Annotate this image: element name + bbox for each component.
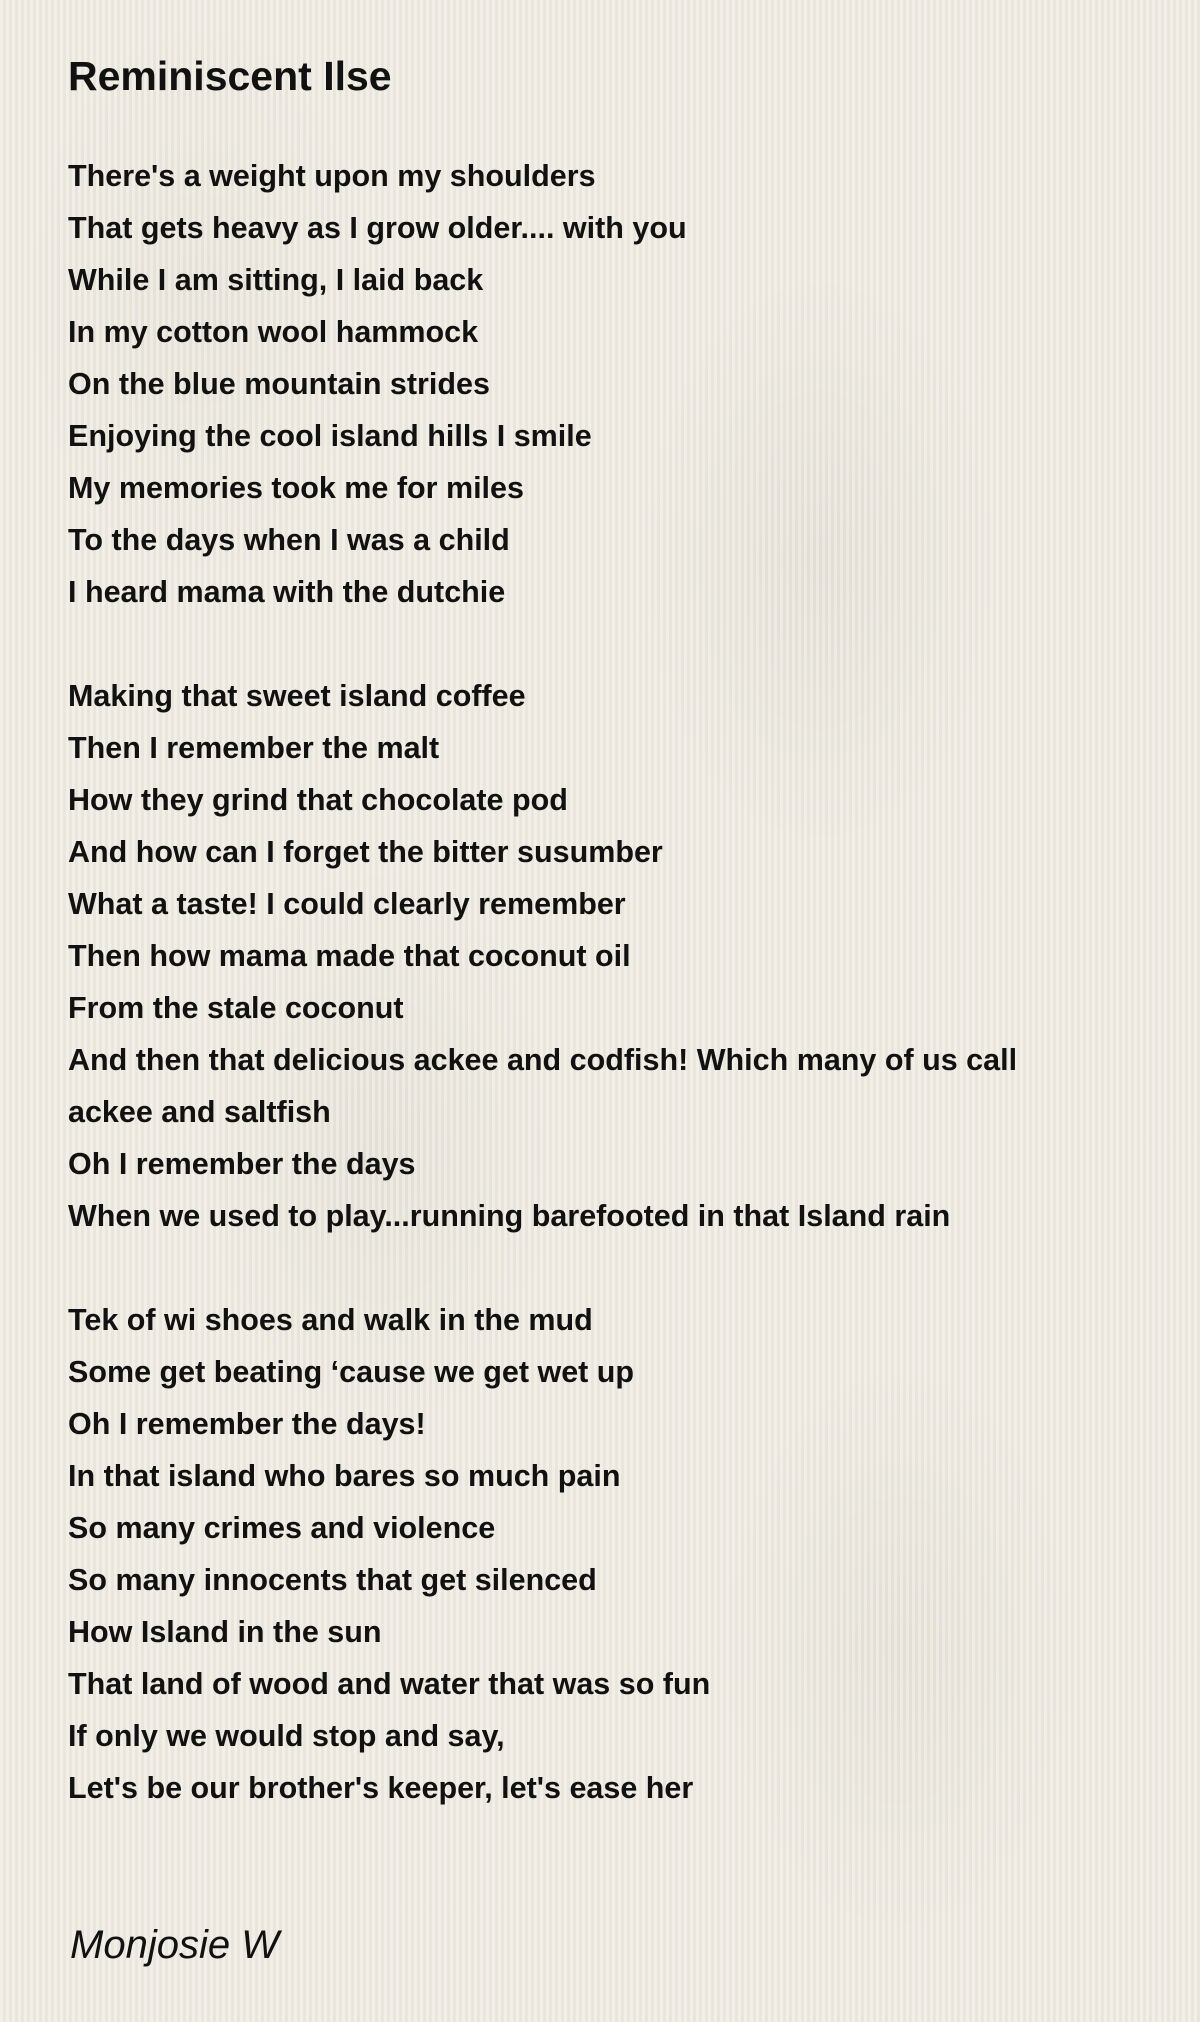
poem-line: ackee and saltfish bbox=[68, 1095, 331, 1129]
poem-line: That gets heavy as I grow older.... with you bbox=[68, 211, 687, 245]
poem-line: Making that sweet island coffee bbox=[68, 679, 526, 713]
stanza-2 bbox=[68, 670, 1178, 1242]
poem-line: Tek of wi shoes and walk in the mud bbox=[68, 1303, 593, 1337]
poem-line: While I am sitting, I laid back bbox=[68, 263, 484, 297]
poem-line: What a taste! I could clearly remember bbox=[68, 887, 626, 921]
poem-title: Reminiscent Ilse bbox=[68, 53, 392, 99]
poem-line: To the days when I was a child bbox=[68, 523, 510, 557]
poem-line: So many crimes and violence bbox=[68, 1511, 496, 1545]
poem-line: There's a weight upon my shoulders bbox=[68, 159, 596, 193]
poem-body bbox=[68, 150, 1178, 1866]
poem-line: My memories took me for miles bbox=[68, 471, 524, 505]
poem-line: And then that delicious ackee and codfish! Which many of us call bbox=[68, 1043, 1018, 1077]
poem-line: In that island who bares so much pain bbox=[68, 1459, 621, 1493]
poem-line: If only we would stop and say, bbox=[68, 1719, 505, 1753]
poem-line: Then I remember the malt bbox=[68, 731, 440, 765]
stanza-3 bbox=[68, 1294, 1178, 1814]
poem-line: When we used to play...running barefooted in that Island rain bbox=[68, 1199, 951, 1233]
poem-line: So many innocents that get silenced bbox=[68, 1563, 597, 1597]
poem-line: Oh I remember the days bbox=[68, 1147, 416, 1181]
poem-line: Enjoying the cool island hills I smile bbox=[68, 419, 592, 453]
poem-line: On the blue mountain strides bbox=[68, 367, 490, 401]
poem-line: Oh I remember the days! bbox=[68, 1407, 426, 1441]
stanza-1 bbox=[68, 150, 1178, 618]
poem-line: How they grind that chocolate pod bbox=[68, 783, 568, 817]
poem-line: Let's be our brother's keeper, let's ease her bbox=[68, 1771, 694, 1805]
poem-line: And how can I forget the bitter susumber bbox=[68, 835, 663, 869]
poem-author: Monjosie W bbox=[70, 1923, 279, 1967]
poem-line: From the stale coconut bbox=[68, 991, 404, 1025]
poem-line: Some get beating ‘cause we get wet up bbox=[68, 1355, 635, 1389]
poem-line: I heard mama with the dutchie bbox=[68, 575, 506, 609]
poem-line: That land of wood and water that was so fun bbox=[68, 1667, 711, 1701]
poem-line: How Island in the sun bbox=[68, 1615, 382, 1649]
poem-line: In my cotton wool hammock bbox=[68, 315, 479, 349]
poem-line: Then how mama made that coconut oil bbox=[68, 939, 631, 973]
